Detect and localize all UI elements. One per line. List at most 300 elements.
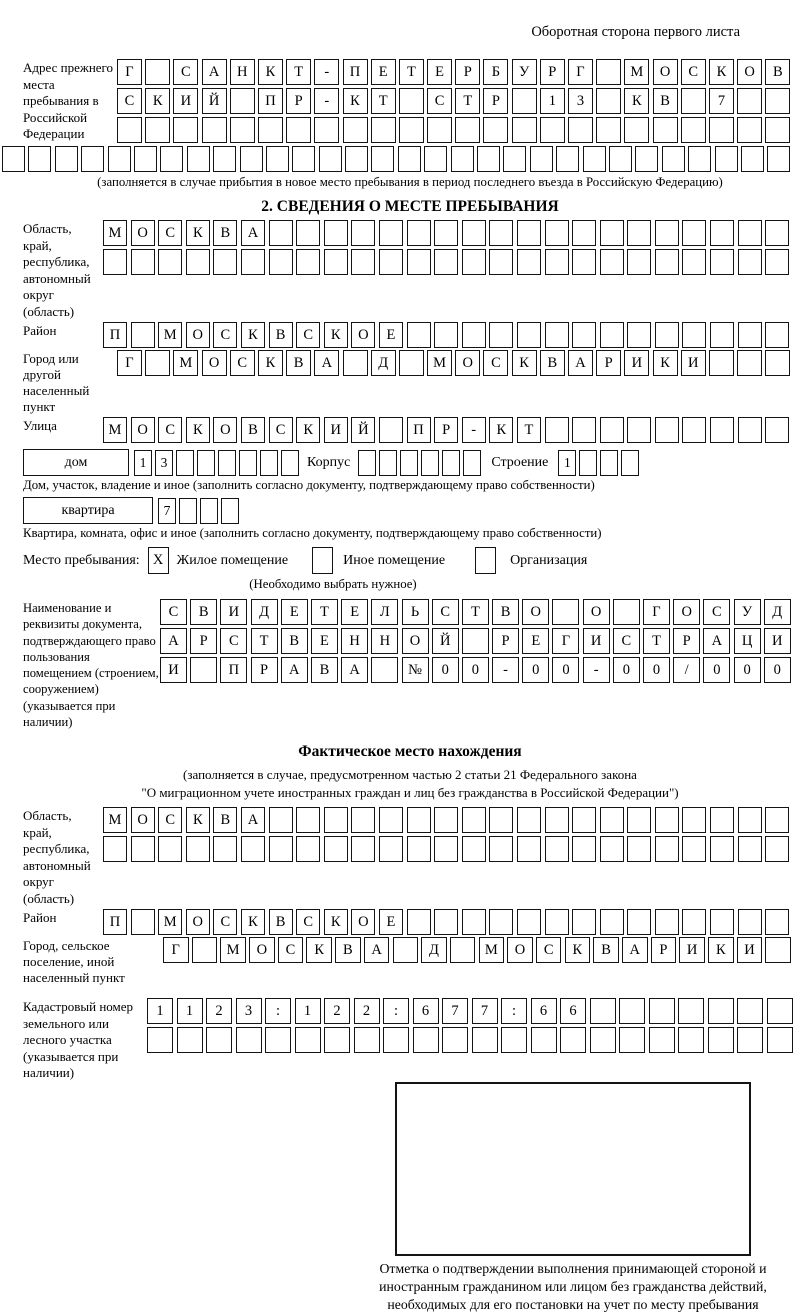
grid-cell[interactable] [627, 249, 651, 275]
grid-cell[interactable]: К [258, 59, 283, 85]
grid-cell[interactable] [710, 249, 734, 275]
grid-cell[interactable] [281, 450, 299, 476]
grid-cell[interactable]: Р [286, 88, 311, 114]
grid-cell[interactable]: О [213, 417, 237, 443]
grid-cell[interactable] [627, 322, 651, 348]
grid-cell[interactable] [241, 836, 265, 862]
grid-cell[interactable]: К [324, 909, 348, 935]
grid-cell[interactable]: С [213, 909, 237, 935]
checkbox-zhiloe[interactable]: X [148, 547, 169, 574]
grid-cell[interactable] [627, 417, 651, 443]
grid-cell[interactable]: В [765, 59, 790, 85]
grid-cell[interactable] [655, 417, 679, 443]
grid-cell[interactable] [682, 417, 706, 443]
grid-cell[interactable]: В [281, 628, 308, 654]
grid-cell[interactable] [286, 117, 311, 143]
grid-cell[interactable]: Д [371, 350, 396, 376]
grid-cell[interactable] [531, 1027, 557, 1053]
grid-cell[interactable]: - [492, 657, 519, 683]
grid-cell[interactable]: О [351, 909, 375, 935]
grid-cell[interactable]: О [455, 350, 480, 376]
grid-cell[interactable] [596, 59, 621, 85]
grid-cell[interactable]: С [613, 628, 640, 654]
grid-cell[interactable] [590, 998, 616, 1024]
grid-cell[interactable] [545, 322, 569, 348]
grid-cell[interactable]: М [103, 807, 127, 833]
grid-cell[interactable]: С [296, 909, 320, 935]
grid-cell[interactable]: Т [455, 88, 480, 114]
grid-cell[interactable] [379, 836, 403, 862]
grid-cell[interactable] [489, 322, 513, 348]
grid-cell[interactable] [682, 836, 706, 862]
grid-cell[interactable] [710, 220, 734, 246]
grid-cell[interactable] [434, 807, 458, 833]
grid-cell[interactable] [635, 146, 658, 172]
grid-cell[interactable] [463, 450, 481, 476]
grid-cell[interactable] [609, 146, 632, 172]
grid-cell[interactable]: - [462, 417, 486, 443]
grid-cell[interactable] [131, 322, 155, 348]
grid-cell[interactable]: 2 [206, 998, 232, 1024]
grid-cell[interactable] [186, 249, 210, 275]
grid-cell[interactable] [600, 836, 624, 862]
grid-cell[interactable]: - [314, 59, 339, 85]
grid-cell[interactable] [400, 450, 418, 476]
grid-cell[interactable] [462, 909, 486, 935]
grid-cell[interactable] [767, 146, 790, 172]
grid-cell[interactable]: 0 [643, 657, 670, 683]
grid-cell[interactable] [517, 836, 541, 862]
grid-cell[interactable] [462, 628, 489, 654]
grid-cell[interactable] [709, 117, 734, 143]
grid-cell[interactable]: С [296, 322, 320, 348]
grid-cell[interactable] [351, 220, 375, 246]
grid-cell[interactable] [324, 220, 348, 246]
grid-cell[interactable]: И [173, 88, 198, 114]
grid-cell[interactable] [296, 836, 320, 862]
grid-cell[interactable] [240, 146, 263, 172]
grid-cell[interactable] [765, 937, 791, 963]
grid-cell[interactable]: Е [311, 628, 338, 654]
grid-cell[interactable] [192, 937, 218, 963]
grid-cell[interactable]: К [489, 417, 513, 443]
grid-cell[interactable] [765, 909, 789, 935]
grid-cell[interactable] [145, 117, 170, 143]
grid-cell[interactable] [176, 450, 194, 476]
grid-cell[interactable] [371, 146, 394, 172]
grid-cell[interactable]: Т [311, 599, 338, 625]
grid-cell[interactable]: Ь [402, 599, 429, 625]
grid-cell[interactable]: Е [522, 628, 549, 654]
grid-cell[interactable]: С [213, 322, 237, 348]
grid-cell[interactable] [398, 146, 421, 172]
grid-cell[interactable] [266, 146, 289, 172]
grid-cell[interactable] [688, 146, 711, 172]
grid-cell[interactable] [324, 836, 348, 862]
grid-cell[interactable]: В [540, 350, 565, 376]
grid-cell[interactable]: В [653, 88, 678, 114]
grid-cell[interactable] [187, 146, 210, 172]
grid-cell[interactable]: Р [434, 417, 458, 443]
grid-cell[interactable] [477, 146, 500, 172]
grid-cell[interactable] [545, 807, 569, 833]
grid-cell[interactable] [296, 220, 320, 246]
grid-cell[interactable] [103, 249, 127, 275]
grid-cell[interactable] [236, 1027, 262, 1053]
grid-cell[interactable] [379, 450, 397, 476]
grid-cell[interactable]: А [314, 350, 339, 376]
grid-cell[interactable]: Й [351, 417, 375, 443]
grid-cell[interactable]: О [737, 59, 762, 85]
grid-cell[interactable]: А [241, 807, 265, 833]
grid-cell[interactable]: 0 [613, 657, 640, 683]
grid-cell[interactable]: Й [432, 628, 459, 654]
grid-cell[interactable] [624, 117, 649, 143]
grid-cell[interactable]: 1 [147, 998, 173, 1024]
grid-cell[interactable] [737, 350, 762, 376]
grid-cell[interactable] [545, 836, 569, 862]
grid-cell[interactable] [117, 117, 142, 143]
grid-cell[interactable] [158, 249, 182, 275]
grid-cell[interactable] [160, 146, 183, 172]
grid-cell[interactable]: 1 [540, 88, 565, 114]
grid-cell[interactable] [655, 807, 679, 833]
grid-cell[interactable] [572, 249, 596, 275]
grid-cell[interactable] [572, 807, 596, 833]
grid-cell[interactable]: - [314, 88, 339, 114]
grid-cell[interactable] [55, 146, 78, 172]
grid-cell[interactable]: К [708, 937, 734, 963]
grid-cell[interactable] [767, 1027, 793, 1053]
grid-cell[interactable]: К [296, 417, 320, 443]
grid-cell[interactable]: С [681, 59, 706, 85]
grid-cell[interactable] [103, 836, 127, 862]
grid-cell[interactable]: О [202, 350, 227, 376]
grid-cell[interactable] [221, 498, 239, 524]
grid-cell[interactable] [596, 88, 621, 114]
grid-cell[interactable] [407, 220, 431, 246]
grid-cell[interactable] [682, 807, 706, 833]
grid-cell[interactable]: В [213, 220, 237, 246]
grid-cell[interactable]: Г [568, 59, 593, 85]
grid-cell[interactable]: И [583, 628, 610, 654]
grid-cell[interactable]: С [432, 599, 459, 625]
grid-cell[interactable]: Н [230, 59, 255, 85]
grid-cell[interactable]: Н [341, 628, 368, 654]
grid-cell[interactable] [678, 1027, 704, 1053]
grid-cell[interactable]: В [269, 322, 293, 348]
grid-cell[interactable] [655, 220, 679, 246]
grid-cell[interactable]: Е [379, 322, 403, 348]
grid-cell[interactable] [434, 220, 458, 246]
grid-cell[interactable]: С [173, 59, 198, 85]
grid-cell[interactable]: К [709, 59, 734, 85]
grid-cell[interactable]: П [103, 909, 127, 935]
grid-cell[interactable] [213, 146, 236, 172]
grid-cell[interactable]: К [186, 220, 210, 246]
grid-cell[interactable]: М [103, 220, 127, 246]
grid-cell[interactable]: 0 [462, 657, 489, 683]
grid-cell[interactable] [682, 322, 706, 348]
grid-cell[interactable] [600, 417, 624, 443]
grid-cell[interactable] [627, 909, 651, 935]
grid-cell[interactable] [517, 220, 541, 246]
grid-cell[interactable] [710, 836, 734, 862]
grid-cell[interactable] [462, 220, 486, 246]
grid-cell[interactable]: А [160, 628, 187, 654]
grid-cell[interactable] [131, 909, 155, 935]
grid-cell[interactable]: Т [517, 417, 541, 443]
grid-cell[interactable] [765, 417, 789, 443]
grid-cell[interactable] [738, 836, 762, 862]
grid-cell[interactable]: М [173, 350, 198, 376]
grid-cell[interactable] [343, 350, 368, 376]
grid-cell[interactable]: К [186, 417, 210, 443]
grid-cell[interactable] [218, 450, 236, 476]
grid-cell[interactable] [737, 88, 762, 114]
grid-cell[interactable] [681, 117, 706, 143]
grid-cell[interactable]: С [278, 937, 304, 963]
grid-cell[interactable] [540, 117, 565, 143]
grid-cell[interactable]: 0 [734, 657, 761, 683]
grid-cell[interactable]: О [507, 937, 533, 963]
grid-cell[interactable]: О [249, 937, 275, 963]
grid-cell[interactable]: К [624, 88, 649, 114]
grid-cell[interactable] [503, 146, 526, 172]
grid-cell[interactable]: 2 [354, 998, 380, 1024]
grid-cell[interactable] [737, 998, 763, 1024]
grid-cell[interactable] [434, 249, 458, 275]
grid-cell[interactable]: С [483, 350, 508, 376]
grid-cell[interactable]: В [335, 937, 361, 963]
grid-cell[interactable]: 6 [560, 998, 586, 1024]
grid-cell[interactable] [590, 1027, 616, 1053]
grid-cell[interactable]: У [734, 599, 761, 625]
grid-cell[interactable]: М [158, 322, 182, 348]
grid-cell[interactable]: Г [552, 628, 579, 654]
grid-cell[interactable]: Г [643, 599, 670, 625]
grid-cell[interactable] [649, 998, 675, 1024]
grid-cell[interactable] [202, 117, 227, 143]
grid-cell[interactable]: Е [371, 59, 396, 85]
grid-cell[interactable] [655, 249, 679, 275]
grid-cell[interactable]: О [522, 599, 549, 625]
grid-cell[interactable] [81, 146, 104, 172]
grid-cell[interactable] [260, 450, 278, 476]
grid-cell[interactable]: Е [281, 599, 308, 625]
grid-cell[interactable] [319, 146, 342, 172]
grid-cell[interactable] [197, 450, 215, 476]
grid-cell[interactable] [108, 146, 131, 172]
grid-cell[interactable] [489, 836, 513, 862]
grid-cell[interactable] [455, 117, 480, 143]
grid-cell[interactable]: И [681, 350, 706, 376]
grid-cell[interactable]: Г [163, 937, 189, 963]
grid-cell[interactable] [314, 117, 339, 143]
grid-cell[interactable] [765, 117, 790, 143]
grid-cell[interactable] [371, 117, 396, 143]
grid-cell[interactable]: М [624, 59, 649, 85]
grid-cell[interactable]: К [241, 322, 265, 348]
grid-cell[interactable]: К [653, 350, 678, 376]
grid-cell[interactable] [213, 836, 237, 862]
grid-cell[interactable]: П [407, 417, 431, 443]
grid-cell[interactable] [407, 807, 431, 833]
grid-cell[interactable]: Р [492, 628, 519, 654]
grid-cell[interactable] [583, 146, 606, 172]
grid-cell[interactable] [572, 220, 596, 246]
grid-cell[interactable]: К [258, 350, 283, 376]
grid-cell[interactable]: С [427, 88, 452, 114]
grid-cell[interactable] [145, 350, 170, 376]
grid-cell[interactable]: К [186, 807, 210, 833]
grid-cell[interactable] [393, 937, 419, 963]
grid-cell[interactable]: Г [117, 59, 142, 85]
grid-cell[interactable] [177, 1027, 203, 1053]
grid-cell[interactable]: Р [455, 59, 480, 85]
grid-cell[interactable] [324, 249, 348, 275]
grid-cell[interactable] [708, 998, 734, 1024]
grid-cell[interactable] [619, 1027, 645, 1053]
grid-cell[interactable] [399, 117, 424, 143]
grid-cell[interactable] [269, 249, 293, 275]
grid-cell[interactable] [399, 88, 424, 114]
grid-cell[interactable] [131, 249, 155, 275]
grid-cell[interactable]: С [158, 417, 182, 443]
grid-cell[interactable]: 0 [432, 657, 459, 683]
grid-cell[interactable] [765, 88, 790, 114]
grid-cell[interactable] [621, 450, 639, 476]
grid-cell[interactable] [28, 146, 51, 172]
grid-cell[interactable] [179, 498, 197, 524]
grid-cell[interactable] [517, 807, 541, 833]
grid-cell[interactable]: О [351, 322, 375, 348]
grid-cell[interactable] [354, 1027, 380, 1053]
grid-cell[interactable]: А [622, 937, 648, 963]
grid-cell[interactable]: К [343, 88, 368, 114]
grid-cell[interactable] [462, 836, 486, 862]
grid-cell[interactable]: В [492, 599, 519, 625]
grid-cell[interactable] [158, 836, 182, 862]
grid-cell[interactable] [241, 249, 265, 275]
grid-cell[interactable]: 6 [413, 998, 439, 1024]
grid-cell[interactable]: В [269, 909, 293, 935]
grid-cell[interactable] [681, 88, 706, 114]
grid-cell[interactable]: В [311, 657, 338, 683]
grid-cell[interactable] [552, 599, 579, 625]
grid-cell[interactable]: 1 [558, 450, 576, 476]
grid-cell[interactable]: Р [251, 657, 278, 683]
grid-cell[interactable]: И [324, 417, 348, 443]
grid-cell[interactable] [517, 909, 541, 935]
grid-cell[interactable]: - [583, 657, 610, 683]
grid-cell[interactable]: И [737, 937, 763, 963]
grid-cell[interactable] [709, 350, 734, 376]
grid-cell[interactable]: О [186, 909, 210, 935]
grid-cell[interactable]: В [593, 937, 619, 963]
grid-cell[interactable] [682, 909, 706, 935]
grid-cell[interactable] [434, 836, 458, 862]
grid-cell[interactable]: А [241, 220, 265, 246]
grid-cell[interactable]: С [160, 599, 187, 625]
grid-cell[interactable]: Р [596, 350, 621, 376]
grid-cell[interactable] [131, 836, 155, 862]
grid-cell[interactable] [295, 1027, 321, 1053]
grid-cell[interactable]: Е [379, 909, 403, 935]
grid-cell[interactable] [147, 1027, 173, 1053]
grid-cell[interactable] [545, 249, 569, 275]
grid-cell[interactable] [265, 1027, 291, 1053]
grid-cell[interactable] [715, 146, 738, 172]
grid-cell[interactable] [579, 450, 597, 476]
grid-cell[interactable] [655, 322, 679, 348]
grid-cell[interactable] [738, 417, 762, 443]
grid-cell[interactable]: № [402, 657, 429, 683]
grid-cell[interactable]: Р [651, 937, 677, 963]
grid-cell[interactable]: Ц [734, 628, 761, 654]
grid-cell[interactable] [173, 117, 198, 143]
grid-cell[interactable] [765, 807, 789, 833]
grid-cell[interactable]: Р [483, 88, 508, 114]
grid-cell[interactable] [765, 836, 789, 862]
grid-cell[interactable] [710, 807, 734, 833]
grid-cell[interactable] [600, 220, 624, 246]
grid-cell[interactable]: М [220, 937, 246, 963]
grid-cell[interactable]: Р [190, 628, 217, 654]
grid-cell[interactable] [572, 417, 596, 443]
grid-cell[interactable]: К [512, 350, 537, 376]
grid-cell[interactable] [530, 146, 553, 172]
grid-cell[interactable]: М [479, 937, 505, 963]
grid-cell[interactable] [472, 1027, 498, 1053]
grid-cell[interactable] [596, 117, 621, 143]
grid-cell[interactable]: В [213, 807, 237, 833]
grid-cell[interactable] [324, 1027, 350, 1053]
grid-cell[interactable] [517, 249, 541, 275]
grid-cell[interactable]: 3 [236, 998, 262, 1024]
grid-cell[interactable]: О [583, 599, 610, 625]
grid-cell[interactable]: С [220, 628, 247, 654]
grid-cell[interactable]: И [624, 350, 649, 376]
grid-cell[interactable]: М [427, 350, 452, 376]
grid-cell[interactable]: В [190, 599, 217, 625]
grid-cell[interactable] [600, 450, 618, 476]
grid-cell[interactable]: С [117, 88, 142, 114]
grid-cell[interactable]: А [281, 657, 308, 683]
grid-cell[interactable]: О [186, 322, 210, 348]
grid-cell[interactable]: Р [673, 628, 700, 654]
grid-cell[interactable] [501, 1027, 527, 1053]
grid-cell[interactable]: И [160, 657, 187, 683]
grid-cell[interactable] [190, 657, 217, 683]
grid-cell[interactable] [682, 249, 706, 275]
grid-cell[interactable] [2, 146, 25, 172]
grid-cell[interactable]: Т [643, 628, 670, 654]
grid-cell[interactable] [451, 146, 474, 172]
grid-cell[interactable] [627, 220, 651, 246]
grid-cell[interactable] [765, 220, 789, 246]
grid-cell[interactable]: Й [202, 88, 227, 114]
grid-cell[interactable] [200, 498, 218, 524]
grid-cell[interactable] [512, 88, 537, 114]
grid-cell[interactable]: Т [371, 88, 396, 114]
grid-cell[interactable] [351, 836, 375, 862]
grid-cell[interactable] [600, 909, 624, 935]
grid-cell[interactable] [765, 322, 789, 348]
grid-cell[interactable]: Т [251, 628, 278, 654]
grid-cell[interactable] [358, 450, 376, 476]
grid-cell[interactable]: П [343, 59, 368, 85]
